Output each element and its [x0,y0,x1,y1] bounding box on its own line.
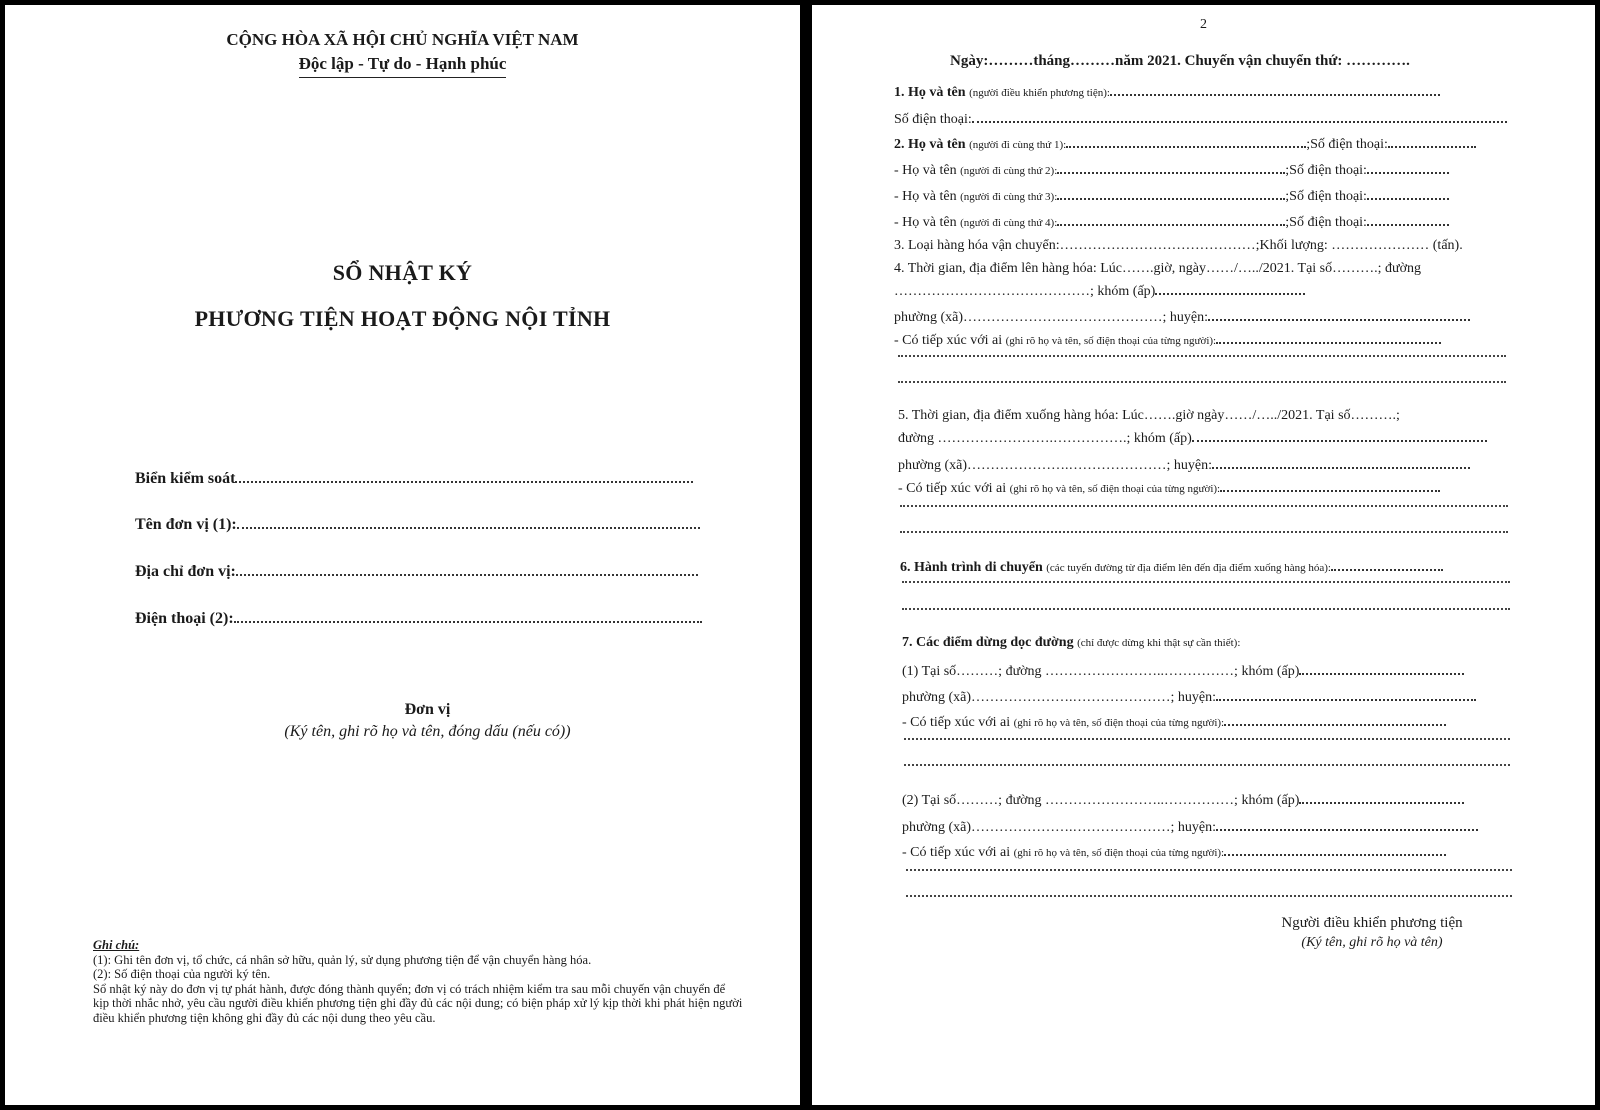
field-license-plate[interactable] [135,467,720,488]
stop-2-row[interactable] [902,790,1464,809]
fill-line[interactable] [1299,790,1464,804]
unloading-contact-line-2[interactable] [900,531,1508,533]
fill-line[interactable] [1367,160,1449,174]
companion-label: - Họ và tên [894,189,957,204]
fill-line[interactable] [1216,687,1476,701]
stop-2-ward-row[interactable] [902,817,1478,836]
fill-line[interactable] [1299,661,1464,675]
field-label: Địa chỉ đơn vị: [135,563,236,580]
stop-2-contact-row[interactable] [902,843,1446,861]
note-line: Sổ nhật ký này do đơn vị tự phát hành, được đóng thành quyển; đơn vị có trách nhiệm kiểm tra sau mỗi chuyến vận chuyển để kịp thời nhắc nhở, yêu cầu người điều khiển phương tiện ghi đầy đủ các nội dung; có biện pháp xử lý kịp thời khi phát hiện người điều khiển phương tiện không ghi đầy đủ các nội dung theo yêu cầu. [93,981,743,1025]
route-row[interactable] [900,558,1443,576]
fill-line[interactable] [1155,281,1305,295]
phone-label: ;Số điện thoại: [1285,215,1367,230]
route-label: 6. Hành trình di chuyển [900,560,1043,575]
fill-line[interactable] [236,560,698,576]
companion-1-row[interactable] [894,134,1476,153]
stop-1-row[interactable] [902,661,1464,680]
companion-label: - Họ và tên [894,163,957,178]
fill-line[interactable] [972,109,1507,123]
unloading-contact-line-1[interactable] [900,505,1508,507]
national-title: CỘNG HÒA XÃ HỘI CHỦ NGHĨA VIỆT NAM [226,30,579,49]
loading-contact-line-1[interactable] [898,355,1506,357]
driver-signature-title: Người điều khiển phương tiện [1281,915,1463,931]
companion-label: 2. Họ và tên [894,137,966,152]
contact-note: (ghi rõ họ và tên, số điện thoại của từng người): [1013,717,1225,729]
companion-label: - Họ và tên [894,215,957,230]
unloading-street-text: đường …………………….…………….; khóm (ấp) [898,431,1192,446]
contact-label: - Có tiếp xúc với ai [898,481,1007,496]
stop-2-contact-line-2[interactable] [906,895,1512,897]
contact-label: - Có tiếp xúc với ai [902,715,1011,730]
note-line: (2): Số điện thoại của người ký tên. [93,967,271,982]
notes-block [93,938,743,1026]
phone-label: ;Số điện thoại: [1285,163,1367,178]
companion-note: (người đi cùng thứ 3): [960,191,1058,203]
companion-2-row[interactable] [894,160,1449,179]
ward-text: phường (xã)………………….…………………; huyện: [902,690,1217,705]
fill-line[interactable] [234,607,702,623]
companion-4-row[interactable] [894,212,1449,231]
fill-line[interactable] [1066,134,1306,148]
loading-street-text: ……………………………………; khóm (ấp) [894,284,1156,299]
contact-label: - Có tiếp xúc với ai [902,845,1011,860]
field-phone[interactable] [135,607,720,628]
fill-line[interactable] [1192,428,1487,442]
route-line-1[interactable] [902,581,1510,583]
field-label: Biển kiểm soát [135,470,236,487]
note-line: (1): Ghi tên đơn vị, tổ chức, cá nhân sở hữu, quản lý, sử dụng phương tiện để vận chuyển hàng hóa. [93,952,592,967]
stop-1-text: (1) Tại số………; đường ……………………..……………; khóm (ấp) [902,664,1300,679]
driver-phone-label: Số điện thoại: [894,112,972,127]
companion-3-row[interactable] [894,186,1449,205]
book-title: SỔ NHẬT KÝ [332,260,473,285]
field-unit-name[interactable] [135,513,720,534]
fill-line[interactable] [1220,479,1440,492]
contact-note: (ghi rõ họ và tên, số điện thoại của từng người): [1013,847,1225,859]
contact-label: - Có tiếp xúc với ai [894,333,1003,348]
fill-line[interactable] [1057,212,1285,226]
ward-text: phường (xã)………………….…………………; huyện: [902,820,1217,835]
driver-name-note: (người điều khiển phương tiện): [969,87,1110,99]
cover-page [5,5,800,1105]
unloading-contact-row[interactable] [898,479,1440,497]
notes-heading: Ghi chú: [93,938,140,952]
fill-line[interactable] [237,513,700,529]
phone-label: ;Số điện thoại: [1285,189,1367,204]
route-line-2[interactable] [902,608,1510,610]
fill-line[interactable] [1110,82,1440,96]
contact-note: (ghi rõ họ và tên, số điện thoại của từng người): [1009,483,1221,495]
fill-line[interactable] [1057,186,1285,200]
log-page [812,5,1595,1105]
stop-1-contact-line-1[interactable] [904,738,1510,740]
fill-line[interactable] [1216,331,1441,344]
ward-text: phường (xã)………………….…………………; huyện: [898,458,1213,473]
national-motto: Độc lập - Tự do - Hạnh phúc [298,54,507,73]
loading-street-row[interactable] [894,281,1305,300]
fill-line[interactable] [1224,713,1446,726]
fill-line[interactable] [1331,558,1443,571]
driver-phone-row[interactable] [894,109,1507,128]
companion-note: (người đi cùng thứ 1): [969,139,1067,151]
unit-signature-title: Đơn vị [404,701,451,718]
loading-contact-line-2[interactable] [898,381,1506,383]
route-note: (các tuyến đường từ địa điểm lên đến địa điểm xuống hàng hóa): [1046,562,1331,574]
fill-line[interactable] [1212,455,1470,469]
loading-ward-row[interactable] [894,307,1470,326]
field-unit-address[interactable] [135,560,720,581]
fill-line[interactable] [1216,817,1478,831]
stop-2-text: (2) Tại số………; đường ……………………..……………; khóm (ấp) [902,793,1300,808]
field-label: Tên đơn vị (1): [135,516,237,533]
stops-label: 7. Các điểm dừng dọc đường [902,635,1074,650]
loading-contact-row[interactable] [894,331,1441,349]
stop-1-contact-line-2[interactable] [904,764,1510,766]
page-number: 2 [1200,17,1207,32]
companion-note: (người đi cùng thứ 2): [960,165,1058,177]
fill-line[interactable] [1224,843,1446,856]
contact-note: (ghi rõ họ và tên, số điện thoại của từng người): [1005,335,1217,347]
fill-line[interactable] [1388,134,1476,148]
unloading-street-row[interactable] [898,428,1487,447]
unloading-ward-row[interactable] [898,455,1470,474]
fill-line[interactable] [1367,212,1449,226]
loading-time-row[interactable]: 4. Thời gian, địa điểm lên hàng hóa: Lúc…….giờ, ngày……/…../2021. Tại số……….; đường [894,261,1421,276]
unloading-time-row[interactable]: 5. Thời gian, địa điểm xuống hàng hóa: Lúc…….giờ ngày……/…../2021. Tại số……….; [898,408,1400,423]
ward-text: phường (xã)………………….…………………; huyện: [894,310,1209,325]
driver-name-label: 1. Họ và tên [894,85,966,100]
phone-label: ;Số điện thoại: [1306,137,1388,152]
fill-line[interactable] [235,467,693,483]
stop-1-contact-row[interactable] [902,713,1446,731]
fill-line[interactable] [1057,160,1285,174]
stop-1-ward-row[interactable] [902,687,1476,706]
stops-row [902,635,1240,651]
driver-signature-note: (Ký tên, ghi rõ họ và tên) [1301,935,1443,950]
trip-header: Ngày:………tháng………năm 2021. Chuyến vận chuyển thứ: …………. [950,53,1410,69]
fill-line[interactable] [1208,307,1470,321]
cargo-row[interactable]: 3. Loại hàng hóa vận chuyển:……………………………………;Khối lượng: ………………… (tấn). [894,238,1463,253]
companion-note: (người đi cùng thứ 4): [960,217,1058,229]
field-label: Điện thoại (2): [135,610,234,627]
driver-name-row[interactable] [894,82,1440,101]
book-subtitle: PHƯƠNG TIỆN HOẠT ĐỘNG NỘI TỈNH [194,306,611,331]
unit-signature-note: (Ký tên, ghi rõ họ và tên, đóng dấu (nếu có)) [284,723,571,740]
stop-2-contact-line-1[interactable] [906,869,1512,871]
fill-line[interactable] [1367,186,1449,200]
motto-underline [299,77,506,78]
stops-note: (chỉ được dừng khi thật sự cần thiết): [1077,637,1241,649]
